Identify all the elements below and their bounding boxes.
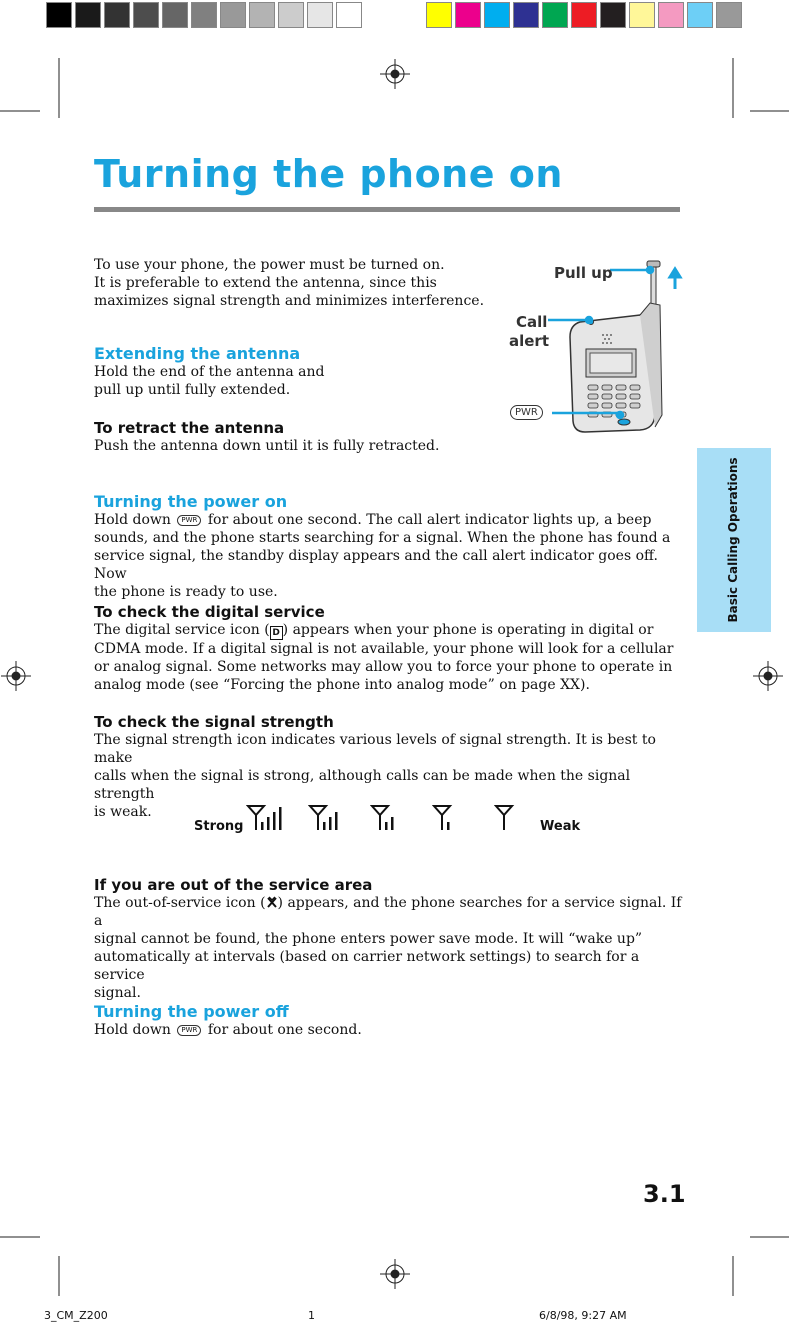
signal-strength-icon <box>432 803 478 833</box>
body-line: service signal, the standby display appears and the call alert indicator goes off. Now <box>94 548 658 582</box>
page-number: 3.1 <box>643 1180 686 1208</box>
body-line: signal cannot be found, the phone enters power save mode. It will “wake up” <box>94 931 643 947</box>
section-heading: Turning the power on <box>94 492 288 511</box>
body-line: The signal strength icon indicates various levels of signal strength. It is best to make <box>94 732 656 766</box>
text-span: The out-of-service icon ( <box>94 895 266 911</box>
strong-label: Strong <box>194 819 244 834</box>
body-line <box>94 1021 684 1039</box>
intro-line: It is preferable to extend the antenna, since this <box>94 275 437 291</box>
section-retract <box>94 419 439 455</box>
section-heading: Extending the antenna <box>94 344 301 363</box>
registration-mark-bottom <box>380 1259 410 1289</box>
section-out-of-service <box>94 876 684 1002</box>
side-tab-label: Basic Calling Operations <box>726 457 740 623</box>
body-line: signal. <box>94 985 141 1001</box>
registration-mark-top <box>380 59 410 89</box>
signal-bar <box>385 822 388 830</box>
sub-heading: To retract the antenna <box>94 419 285 437</box>
body-line: pull up until fully extended. <box>94 382 291 398</box>
body-line: is weak. <box>94 804 152 820</box>
footer-date: 6/8/98, 9:27 AM <box>539 1309 627 1322</box>
antenna-icon <box>496 806 512 830</box>
registration-mark-right <box>753 661 783 691</box>
section-extend <box>94 344 325 399</box>
text-span: ) appears when your phone is operating in digital or <box>282 622 654 638</box>
signal-bar <box>329 817 332 830</box>
signal-bar <box>335 812 338 830</box>
signal-strength-icon <box>308 803 354 833</box>
text-span: for about one second. <box>207 1022 362 1038</box>
body-line: analog mode (see “Forcing the phone into analog mode” on page XX). <box>94 677 590 693</box>
body-line <box>94 511 684 529</box>
section-heading: Turning the power off <box>94 1002 289 1021</box>
sub-heading: To check the digital service <box>94 603 325 621</box>
pwr-key-label: PWR <box>510 405 543 420</box>
sub-heading: If you are out of the service area <box>94 876 373 894</box>
section-digital <box>94 603 684 694</box>
call-alert-label-1: Call <box>516 313 548 331</box>
body-line: Push the antenna down until it is fully retracted. <box>94 438 440 454</box>
intro-line: maximizes signal strength and minimizes interference. <box>94 293 485 309</box>
out-of-service-icon <box>266 896 278 909</box>
body-line: sounds, and the phone starts searching for a signal. When the phone has found a <box>94 530 671 546</box>
call-alert-label-2: alert <box>509 332 550 350</box>
text-span: The digital service icon ( <box>94 622 270 638</box>
registration-mark-left <box>1 661 31 691</box>
signal-bar <box>447 822 450 830</box>
signal-bar <box>391 817 394 830</box>
body-line: calls when the signal is strong, although calls can be made when the signal strength <box>94 768 631 802</box>
signal-bar <box>323 822 326 830</box>
body-line <box>94 894 684 930</box>
pwr-button <box>618 419 630 425</box>
signal-bar <box>279 807 282 830</box>
body-line: CDMA mode. If a digital signal is not available, your phone will look for a cellular <box>94 641 674 657</box>
signal-strength-icon <box>370 803 416 833</box>
pull-up-label: Pull up <box>554 264 613 282</box>
body-line: Hold the end of the antenna and <box>94 364 325 380</box>
page-title: Turning the phone on <box>94 152 563 196</box>
section-power-on <box>94 492 684 601</box>
section-power-off <box>94 1002 684 1039</box>
digital-service-icon: D <box>270 626 283 640</box>
signal-strength-icon <box>246 803 292 833</box>
signal-strength-icon <box>494 803 540 833</box>
text-span: Hold down <box>94 1022 171 1038</box>
pwr-key-icon: PWR <box>177 515 201 526</box>
body-line: the phone is ready to use. <box>94 584 278 600</box>
signal-bar <box>261 822 264 830</box>
text-span: Hold down <box>94 512 171 528</box>
text-span: for about one second. The call alert indicator lights up, a beep <box>207 512 652 528</box>
weak-label: Weak <box>540 819 581 834</box>
footer-page: 1 <box>308 1309 315 1322</box>
signal-bar <box>267 817 270 830</box>
text-span: ) appears, and the phone searches for a service signal. If a <box>94 895 682 929</box>
body-line: automatically at intervals (based on carrier network settings) to search for a service <box>94 949 640 983</box>
title-rule <box>94 207 680 212</box>
intro-paragraph <box>94 256 494 310</box>
body-line <box>94 621 684 640</box>
arrow-up-icon <box>670 269 680 289</box>
pwr-key-icon: PWR <box>177 1025 201 1036</box>
footer-file: 3_CM_Z200 <box>44 1309 108 1322</box>
signal-bar <box>273 812 276 830</box>
sub-heading: To check the signal strength <box>94 713 334 731</box>
body-line: or analog signal. Some networks may allow you to force your phone to operate in <box>94 659 673 675</box>
intro-line: To use your phone, the power must be turned on. <box>94 257 445 273</box>
